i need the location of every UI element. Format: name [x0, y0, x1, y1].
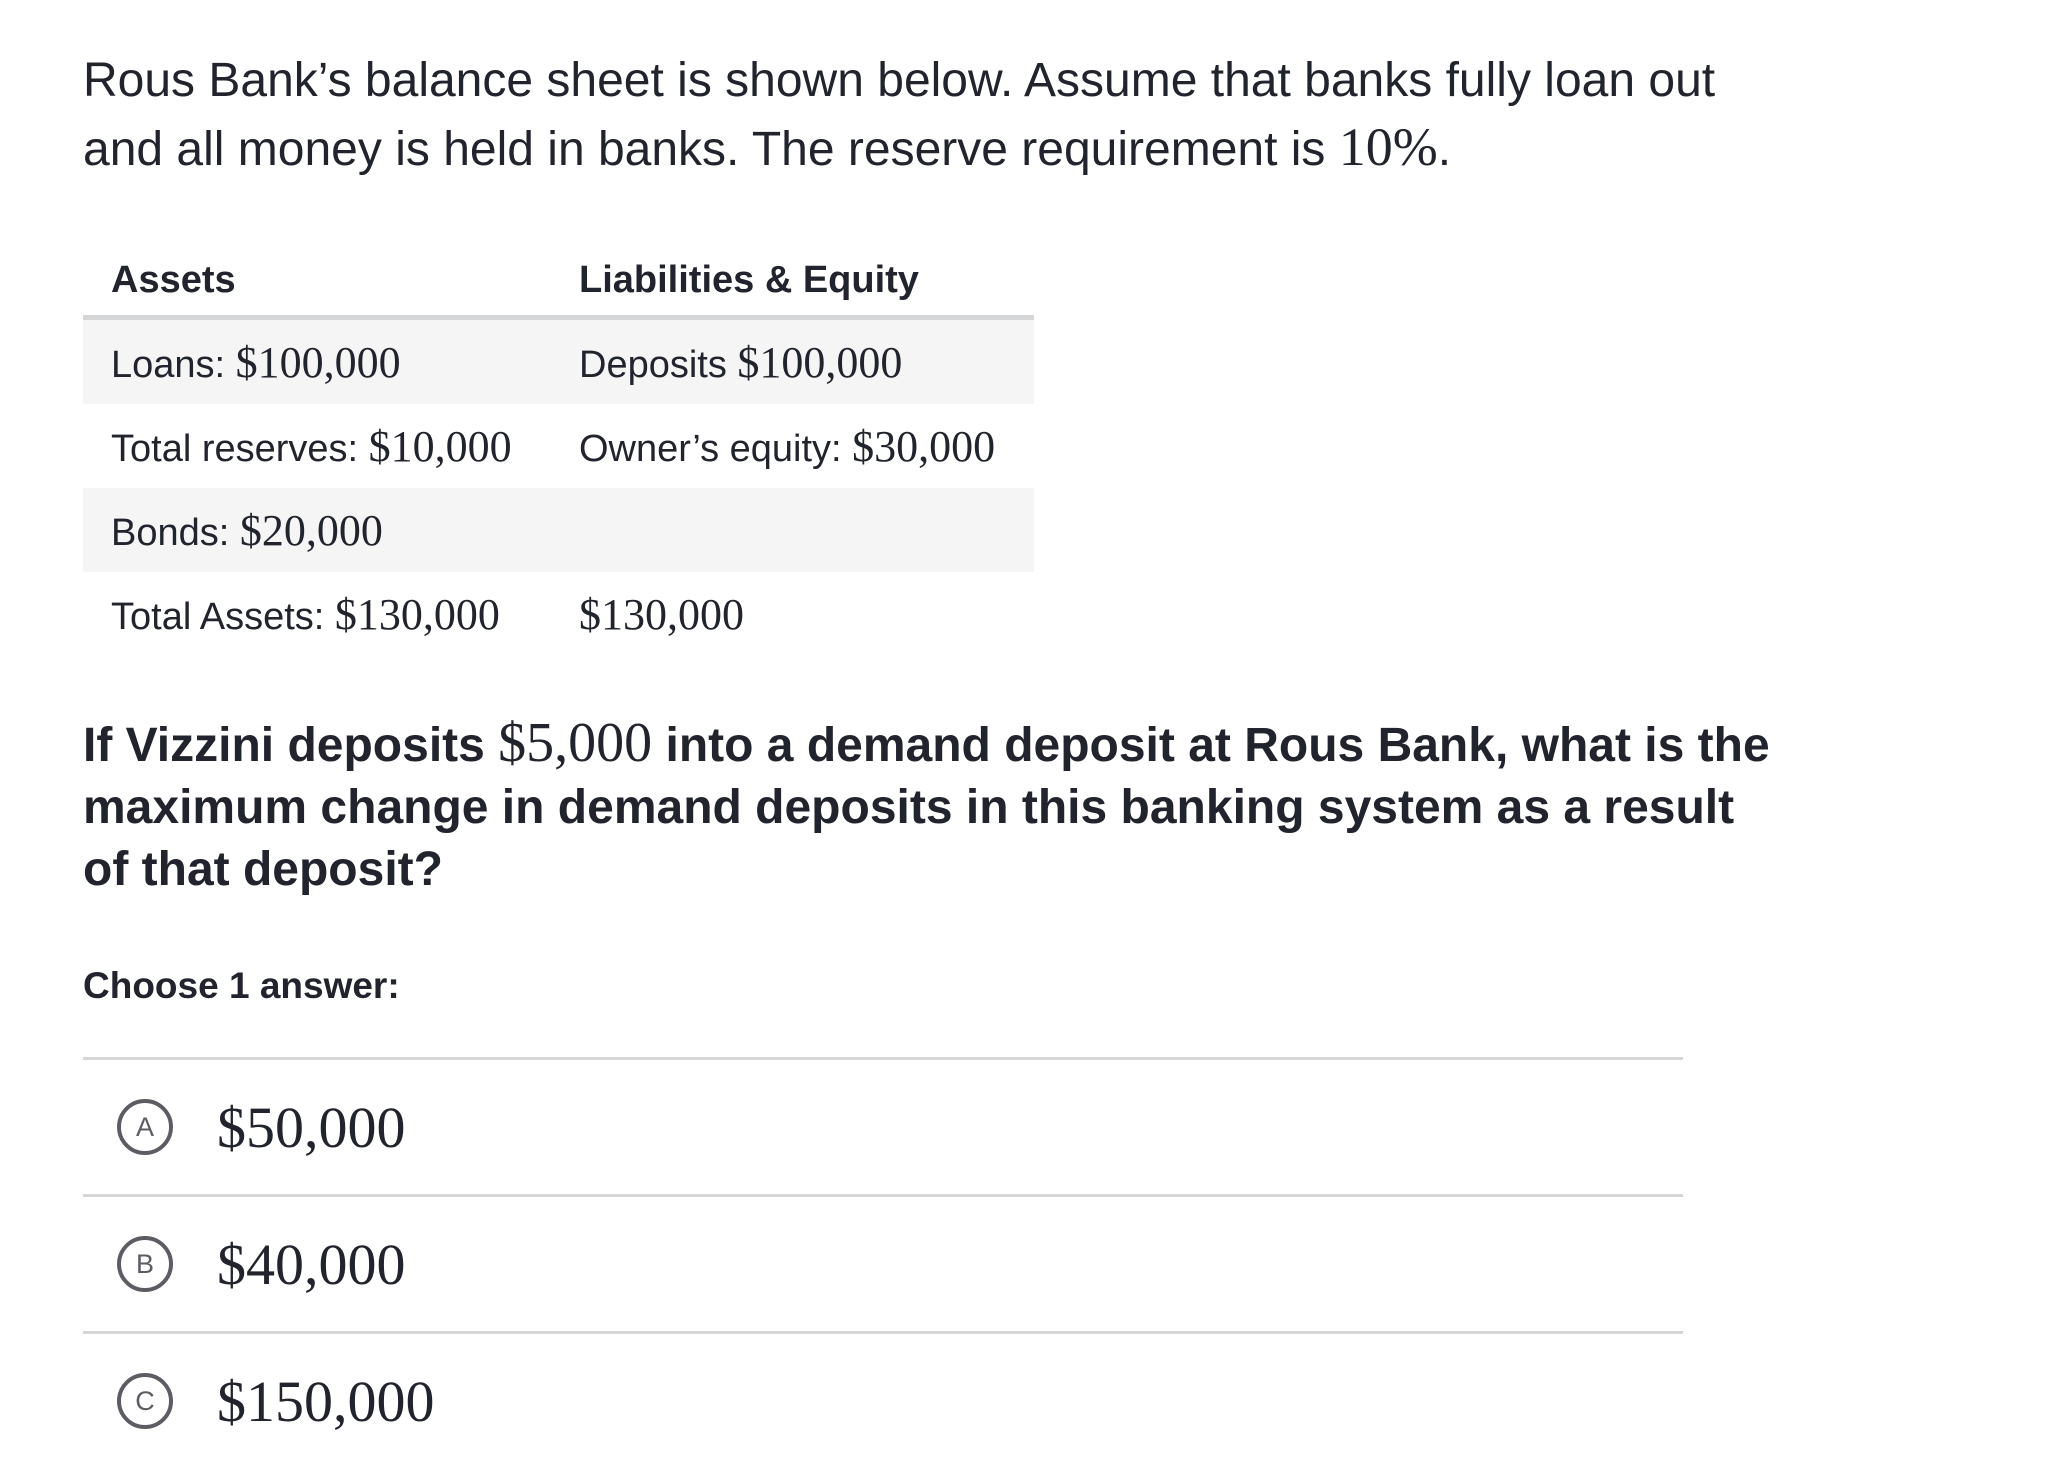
choice-letter-c-circle-icon: C — [117, 1373, 173, 1429]
liabilities-cell — [551, 572, 1034, 656]
balance-sheet-table — [83, 245, 1034, 656]
choice-value-b: $40,000 — [217, 1231, 406, 1297]
assets-cell — [83, 318, 551, 405]
liabilities-header: Liabilities & Equity — [551, 245, 1034, 318]
table-header-row — [83, 245, 1034, 318]
answer-choices — [83, 1057, 1683, 1468]
assets-label: Total reserves: — [111, 427, 369, 470]
table-row — [83, 404, 1034, 488]
liabilities-label: Owner’s equity: — [579, 427, 853, 470]
choice-value-a: $50,000 — [217, 1094, 406, 1160]
intro-text-end: . — [1437, 123, 1452, 176]
table-row — [83, 572, 1034, 656]
liabilities-value: $100,000 — [737, 337, 903, 387]
liabilities-cell — [551, 404, 1034, 488]
assets-cell — [83, 488, 551, 572]
choice-a[interactable] — [83, 1060, 1683, 1194]
assets-label: Loans: — [111, 343, 236, 386]
liabilities-cell — [551, 488, 1034, 572]
assets-cell — [83, 572, 551, 656]
intro-text: Rous Bank’s balance sheet is shown below. Assume that banks fully loan out and all money is held in banks. The reserve requirement is — [83, 54, 1716, 176]
assets-value: $20,000 — [239, 505, 383, 555]
liabilities-cell — [551, 318, 1034, 405]
assets-label: Bonds: — [111, 511, 240, 554]
assets-value: $100,000 — [235, 337, 401, 387]
assets-header: Assets — [83, 245, 551, 318]
choice-letter-b-circle-icon: B — [117, 1236, 173, 1292]
liabilities-value: $130,000 — [579, 589, 744, 639]
assets-value: $130,000 — [334, 589, 500, 639]
liabilities-value: $30,000 — [852, 421, 996, 471]
assets-label: Total Assets: — [111, 595, 335, 638]
choice-letter-a-circle-icon: A — [117, 1099, 173, 1155]
table-row — [83, 318, 1034, 405]
table-row — [83, 488, 1034, 572]
choice-value-c: $150,000 — [217, 1368, 435, 1434]
question-text-end: into a demand deposit at Rous Bank, what is the maximum change in demand deposits in this banking system as a result of that deposit? — [83, 719, 1770, 896]
question-text — [83, 712, 1783, 901]
choice-c[interactable] — [83, 1334, 1683, 1468]
choose-answer-label: Choose 1 answer: — [83, 965, 400, 1006]
assets-value: $10,000 — [368, 421, 512, 471]
liabilities-label: Deposits — [579, 343, 738, 386]
intro-paragraph — [83, 48, 1723, 183]
assets-cell — [83, 404, 551, 488]
reserve-requirement-value: 10% — [1338, 117, 1438, 177]
choice-b[interactable] — [83, 1197, 1683, 1331]
question-text-start: If Vizzini deposits — [83, 719, 499, 772]
deposit-amount: $5,000 — [498, 712, 653, 774]
